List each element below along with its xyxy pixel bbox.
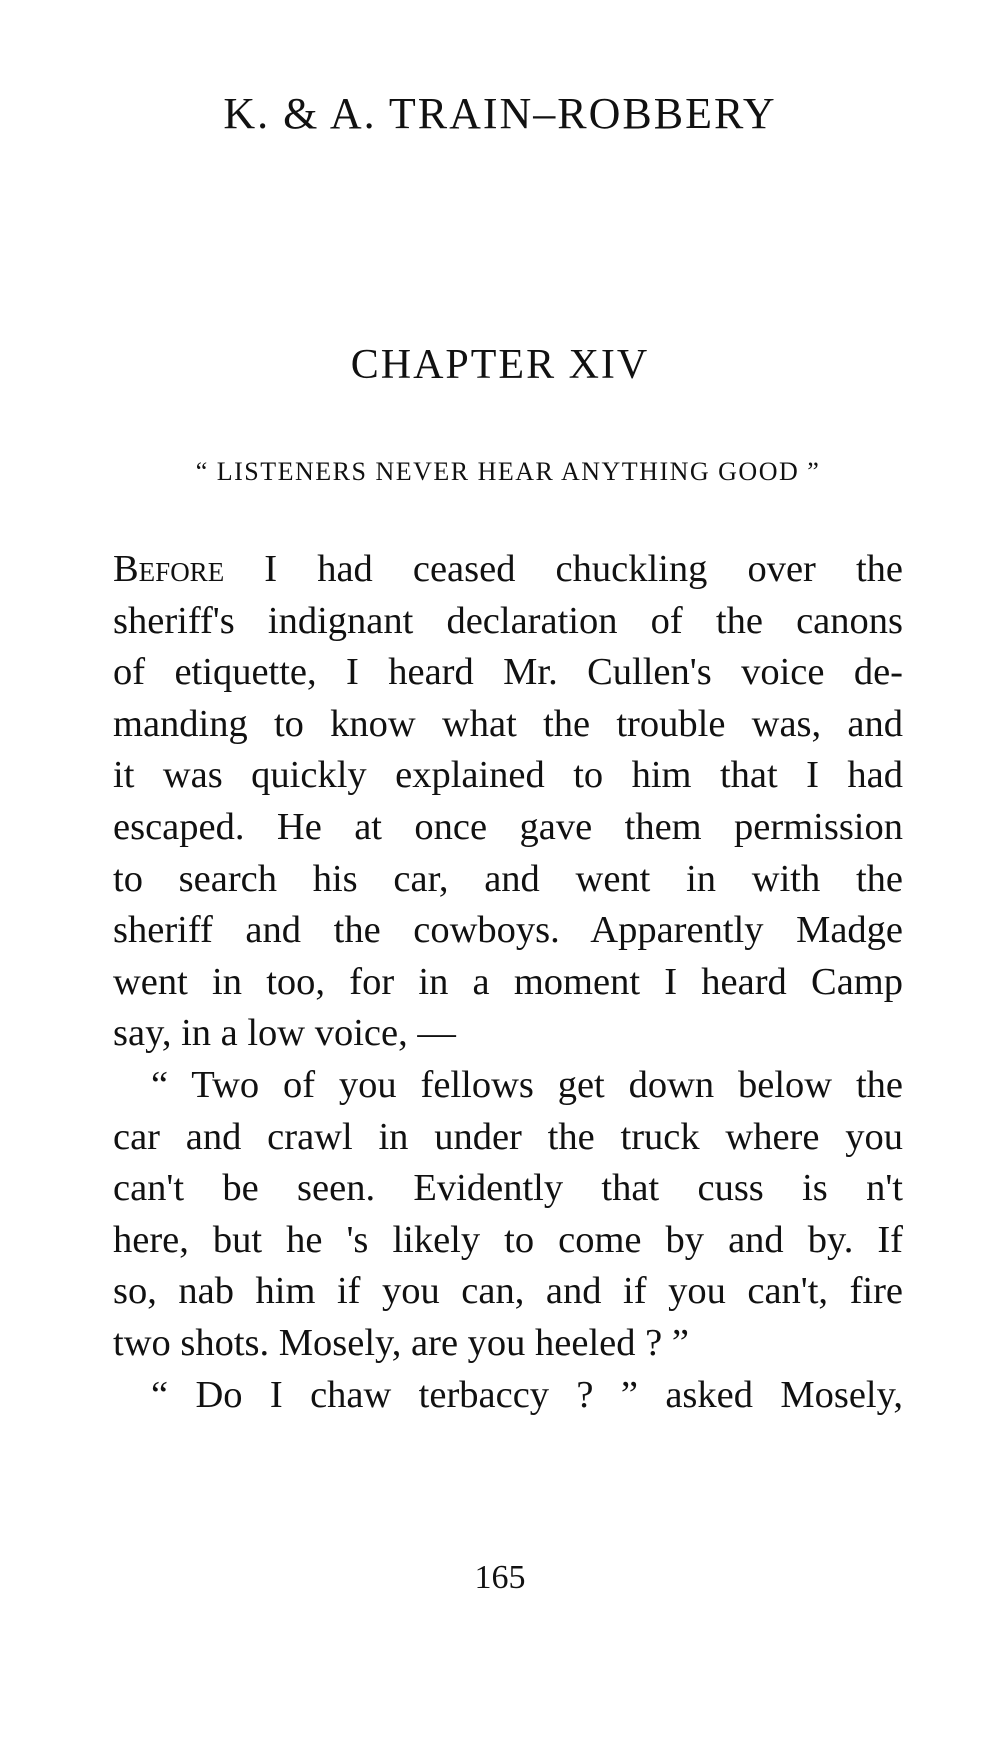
body-line: of etiquette, I heard Mr. Cullen's voice de- — [113, 651, 903, 694]
body-line: car and crawl in under the truck where you — [113, 1115, 903, 1158]
body-line: sheriff's indignant declaration of the canons — [113, 599, 903, 642]
body-line: “ Two of you fellows get down below the — [151, 1063, 903, 1106]
page-number: 165 — [474, 1559, 526, 1596]
body-line: say, in a low voice, — — [113, 1012, 456, 1055]
running-head: K. & A. TRAIN–ROBBERY — [223, 89, 777, 138]
chapter-subtitle: “ LISTENERS NEVER HEAR ANYTHING GOOD ” — [195, 457, 821, 486]
chapter-title: CHAPTER XIV — [350, 342, 650, 388]
body-line — [113, 544, 903, 596]
body-line: to search his car, and went in with the — [113, 857, 903, 900]
body-line: two shots. Mosely, are you heeled ? ” — [113, 1321, 689, 1364]
body-line: went in too, for in a moment I heard Camp — [113, 960, 903, 1003]
body-line: escaped. He at once gave them permission — [113, 805, 903, 848]
body-line: sheriff and the cowboys. Apparently Madge — [113, 909, 903, 952]
body-line: manding to know what the trouble was, and — [113, 702, 903, 745]
body-line: it was quickly explained to him that I had — [113, 754, 903, 797]
body-line-text: I had ceased chuckling over the — [224, 548, 903, 590]
lead-word: Before — [113, 548, 225, 590]
body-line: can't be seen. Evidently that cuss is n't — [113, 1167, 903, 1210]
body-line: here, but he 's likely to come by and by. If — [113, 1218, 903, 1261]
body-line: so, nab him if you can, and if you can't, fire — [113, 1270, 903, 1313]
body-line: “ Do I chaw terbaccy ? ” asked Mosely, — [151, 1373, 903, 1416]
body-text — [113, 544, 903, 1421]
